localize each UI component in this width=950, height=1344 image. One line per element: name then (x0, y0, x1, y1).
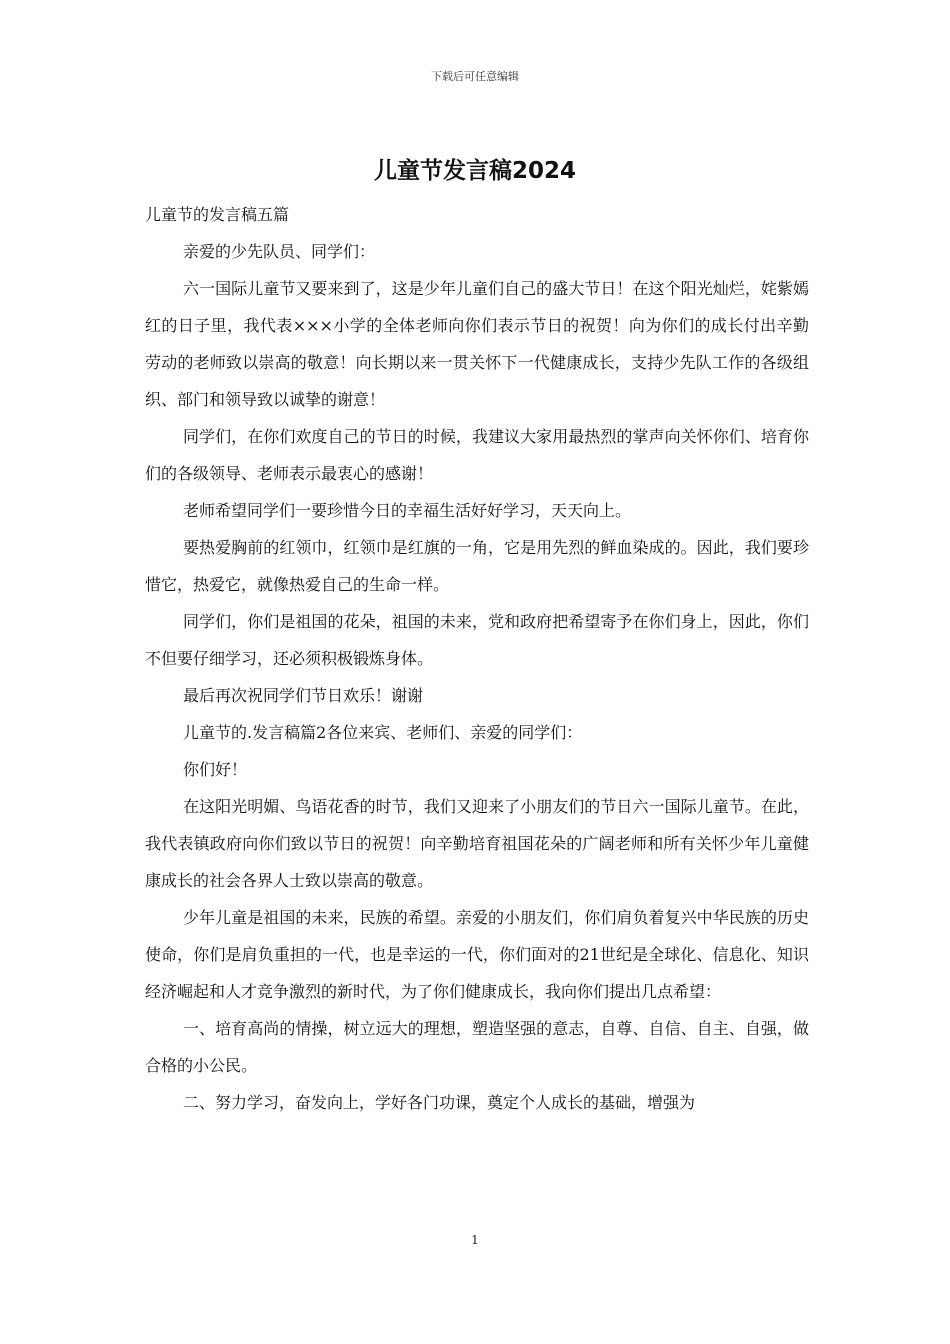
paragraph-section-heading: 儿童节的.发言稿篇2各位来宾、老师们、亲爱的同学们： (183, 723, 583, 742)
paragraph-greeting: 你们好！ (183, 760, 248, 779)
paragraph: 二、努力学习，奋发向上，学好各门功课，奠定个人成长的基础，增强为 (183, 1093, 696, 1112)
paragraph: 少年儿童是祖国的未来，民族的希望。亲爱的小朋友们，你们肩负着复兴中华民族的历史使命，你们是肩负重担的一代，也是幸运的一代，你们面对的21世纪是全球化、信息化、知识经济崛起和人才竞争激烈的新时代，为了你们健康成长，我向你们提出几点希望： (145, 908, 809, 1001)
paragraph: 同学们，你们是祖国的花朵，祖国的未来，党和政府把希望寄予在你们身上，因此，你们不但要仔细学习，还必须积极锻炼身体。 (145, 612, 809, 668)
paragraph: 老师希望同学们一要珍惜今日的幸福生活好好学习，天天向上。 (183, 501, 632, 520)
paragraph: 在这阳光明媚、鸟语花香的时节，我们又迎来了小朋友们的节日六一国际儿童节。在此，我代表镇政府向你们致以节日的祝贺！向辛勤培育祖国花朵的广阔老师和所有关怀少年儿童健康成长的社会各界人士致以崇高的敬意。 (145, 797, 809, 890)
paragraph: 要热爱胸前的红领巾，红领巾是红旗的一角，它是用先烈的鲜血染成的。因此，我们要珍惜它，热爱它，就像热爱自己的生命一样。 (145, 538, 809, 594)
paragraph-salutation: 亲爱的少先队员、同学们： (183, 242, 376, 261)
paragraph: 六一国际儿童节又要来到了，这是少年儿童们自己的盛大节日！在这个阳光灿烂，姹紫嫣红的日子里，我代表×××小学的全体老师向你们表示节日的祝贺！向为你们的成长付出辛勤劳动的老师致以崇高的敬意！向长期以来一贯关怀下一代健康成长，支持少先队工作的各级组织、部门和领导致以诚挚的谢意！ (145, 279, 809, 409)
paragraph-closing: 最后再次祝同学们节日欢乐！谢谢 (183, 686, 424, 705)
page-number: 1 (471, 1233, 479, 1247)
paragraph: 一、培育高尚的情操，树立远大的理想，塑造坚强的意志，自尊、自信、自主、自强，做合格的小公民。 (145, 1019, 809, 1075)
document-body (145, 196, 809, 1121)
paragraph: 同学们，在你们欢度自己的节日的时候，我建议大家用最热烈的掌声向关怀你们、培育你们的各级领导、老师表示最衷心的感谢！ (145, 427, 809, 483)
document-subtitle: 儿童节的发言稿五篇 (145, 205, 290, 224)
document-title: 儿童节发言稿2024 (373, 158, 576, 184)
page-header: 下载后可任意编辑 (431, 70, 519, 83)
